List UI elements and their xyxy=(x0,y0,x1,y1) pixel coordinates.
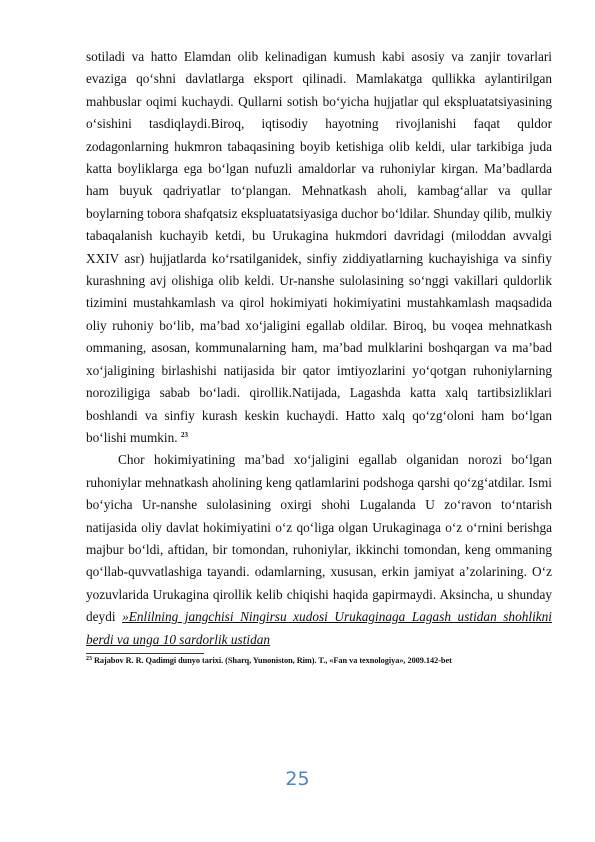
paragraph-1-text: sotiladi va hatto Elamdan olib kelinadigan kumush kabi asosiy va zanjir tovarlari evaziga qo‘shni davlatlarga eksport qilinadi. Mamlakatga qullikka aylantirilgan mahbuslar oqimi kuchaydi. Qullarni sotish bo‘yicha hujjatlar qul ekspluatatsiyasining o‘sishini tasdiqlaydi.Biroq, iqtisodiy hayotning rivojlanishi faqat quldor zodagonlarning hukmron tabaqasining boyib ketishiga olib keldi, ular tarkibiga juda katta boyliklarga ega bo‘lgan nufuzli amaldorlar va ruhoniylar kirgan. Ma’badlarda ham buyuk qadriyatlar to‘plangan. Mehnatkash aholi, kambag‘allar va qullar boylarning tobora shafqatsiz ekspluatatsiyasiga duchor bo‘ldilar. Shunday qilib, mulkiy tabaqalanish kuchayib ketdi, bu Urukagina hukmdori davridagi (miloddan avvalgi XXIV asr) hujjatlarda ko‘rsatilganidek, sinfiy ziddiyatlarning kuchayishiga va sinfiy kurashning avj olishiga olib keldi. Ur-nanshe sulolasining so‘nggi vakillari quldorlik tizimini mustahkamlash va qirol hokimiyati hokimiyatini mustahkamlash maqsadida oliy ruhoniy bo‘lib, ma’bad xo‘jaligini egallab oldilar. Biroq, bu voqea mehnatkash ommaning, asosan, kommunalarning ham, ma’bad mulklarini boshqargan va ma’bad xo‘jaligining birlashishi natijasida bir qator imtiyozlarini yo‘qotgan ruhoniylarning noroziligiga sabab bo‘ladi. qirollik.Natijada, Lagashda katta xalq tartibsizliklari boshlandi va sinfiy kurash keskin kuchaydi. Hatto xalq qo‘zg‘oloni ham bo‘lgan bo‘lishi mumkin. xyxy=(86,49,552,445)
page-number: 25 xyxy=(285,768,310,790)
document-page xyxy=(86,46,552,666)
footnote-separator xyxy=(86,653,204,654)
footnote-reference: 23 xyxy=(180,430,188,439)
footnote-number: 23 xyxy=(86,655,92,662)
body-paragraph-2 xyxy=(86,449,552,651)
footnote xyxy=(86,655,552,666)
paragraph-2-italic-quote: »Enlilning jangchisi Ningirsu xudosi Urukaginaga Lagash ustidan shohlikni berdi va unga 10 sardorlik ustidan xyxy=(86,609,553,647)
body-paragraph-1 xyxy=(86,46,552,449)
footnote-text: Rajabov R. R. Qadimgi dunyo tarixi. (Sharq, Yunoniston, Rim). T., «Fan va texnologiya», 2009.142-bet xyxy=(93,655,452,665)
paragraph-2-text: Chor hokimiyatining ma’bad xo‘jaligini egallab olganidan norozi bo‘lgan ruhoniylar mehnatkash aholining keng qatlamlarini podshoga qarshi qo‘zg‘atdilar. Ismi bo‘yicha Ur-nanshe sulolasining oxirgi shohi Lugalanda U zo‘ravon to‘ntarish natijasida oliy davlat hokimiyatini o‘z qo‘liga olgan Urukaginaga o‘z o‘rnini berishga majbur bo‘ldi, aftidan, bir tomondan, ruhoniylar, ikkinchi tomondan, keng ommaning qo‘llab-quvvatlashiga tayandi. odamlarning, xususan, erkin jamiyat a’zolarining. O‘z yozuvlarida Urukagina qirollik kelib chiqishi haqida gapirmaydi. Aksincha, u shunday deydi xyxy=(86,452,552,625)
